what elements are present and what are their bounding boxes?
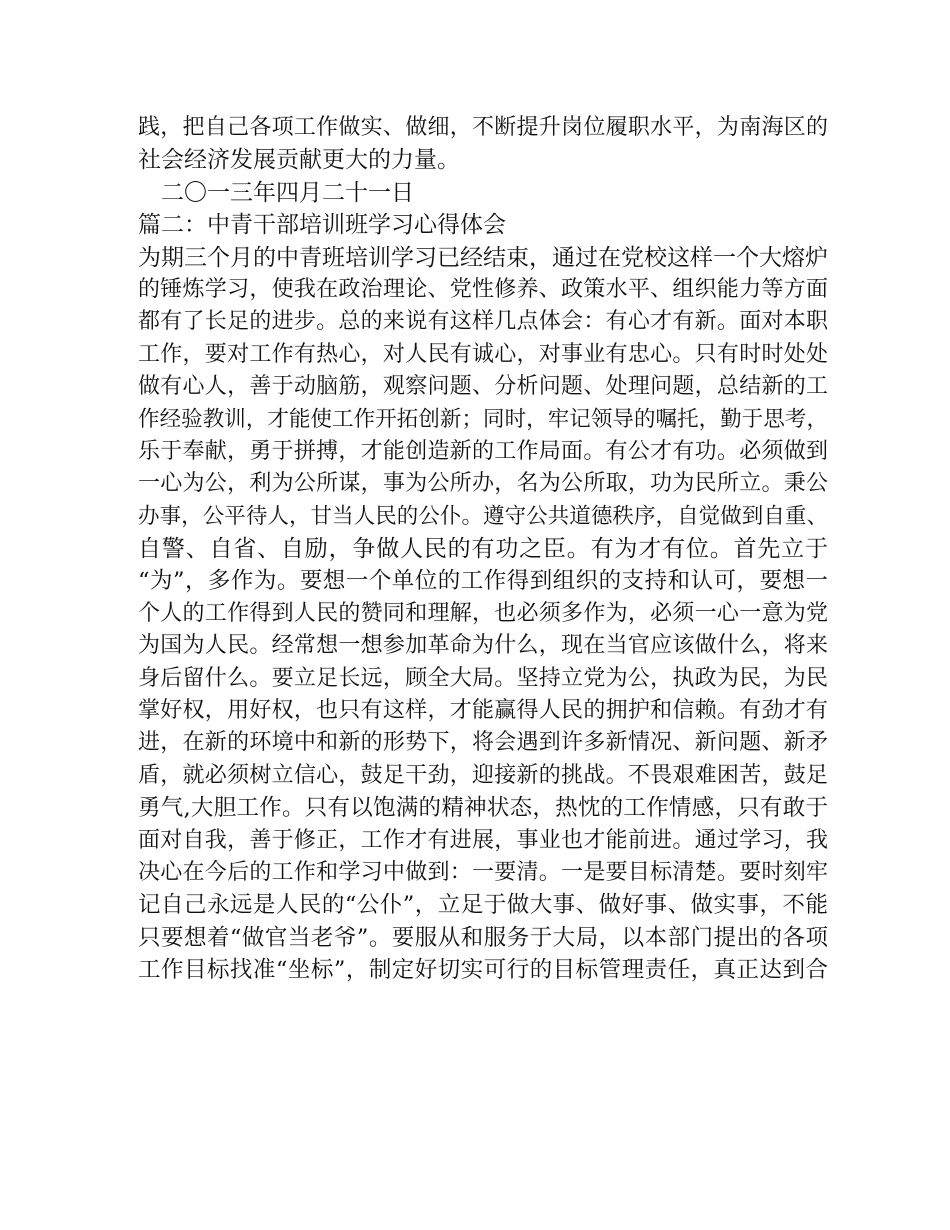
- text-line: 勇气,大胆工作。只有以饱满的精神状态，热忱的工作情感，只有敢于: [138, 795, 828, 822]
- text-line: 篇二：中青干部培训班学习心得体会: [138, 212, 506, 239]
- text-line: 都有了长足的进步。总的来说有这样几点体会：有心才有新。面对本职: [138, 309, 828, 335]
- text-line: 身后留什么。要立足长远，顾全大局。坚持立党为公，执政为民，为民: [138, 665, 828, 691]
- text-line: 工作，要对工作有热心，对人民有诚心，对事业有忠心。只有时时处处: [138, 341, 828, 367]
- text-line: 的锤炼学习，使我在政治理论、党性修养、政策水平、组织能力等方面: [138, 276, 828, 302]
- document-body: [138, 112, 828, 987]
- text-line: 一心为公，利为公所谋，事为公所办，名为公所取，功为民所立。秉公: [138, 471, 828, 497]
- text-line: 办事，公平待人，甘当人民的公仆。遵守公共道德秩序，自觉做到自重、: [138, 503, 828, 529]
- text-line: 个人的工作得到人民的赞同和理解，也必须多作为，必须一心一意为党: [138, 600, 828, 626]
- text-line: 践，把自己各项工作做实、做细，不断提升岗位履职水平，为南海区的: [138, 115, 828, 140]
- text-line: 只要想着“做官当老爷”。要服从和服务于大局，以本部门提出的各项: [138, 924, 828, 951]
- text-line: 乐于奉献，勇于拼搏，才能创造新的工作局面。有公才有功。必须做到: [138, 438, 828, 464]
- text-line: 掌好权，用好权，也只有这样，才能赢得人民的拥护和信赖。有劲才有: [138, 698, 828, 724]
- text-line: 做有心人，善于动脑筋，观察问题、分析问题、处理问题，总结新的工: [138, 374, 828, 400]
- text-line: 记自己永远是人民的“公仆”，立足于做大事、做好事、做实事，不能: [138, 892, 828, 919]
- text-line: 社会经济发展贡献更大的力量。: [138, 147, 460, 174]
- text-line: 盾，就必须树立信心，鼓足干劲，迎接新的挑战。不畏艰难困苦，鼓足: [138, 762, 828, 788]
- text-line: 自警、自省、自励，争做人民的有功之臣。有为才有位。首先立于: [138, 536, 828, 563]
- text-line: 二〇一三年四月二十一日: [138, 179, 414, 206]
- text-line: 为期三个月的中青班培训学习已经结束，通过在党校这样一个大熔炉: [138, 244, 828, 271]
- text-line: “为”，多作为。要想一个单位的工作得到组织的支持和认可，要想一: [138, 568, 828, 595]
- text-line: 进，在新的环境中和新的形势下，将会遇到许多新情况、新问题、新矛: [138, 730, 828, 756]
- text-line: 决心在今后的工作和学习中做到：一要清。一是要目标清楚。要时刻牢: [138, 859, 828, 885]
- text-line: 工作目标找准“坐标”，制定好切实可行的目标管理责任，真正达到合: [138, 957, 828, 984]
- text-line: 为国为人民。经常想一想参加革命为什么，现在当官应该做什么，将来: [138, 633, 828, 659]
- text-line: 作经验教训，才能使工作开拓创新；同时，牢记领导的嘱托，勤于思考，: [138, 406, 828, 432]
- text-line: 面对自我，善于修正，工作才有进展，事业也才能前进。通过学习，我: [138, 827, 828, 853]
